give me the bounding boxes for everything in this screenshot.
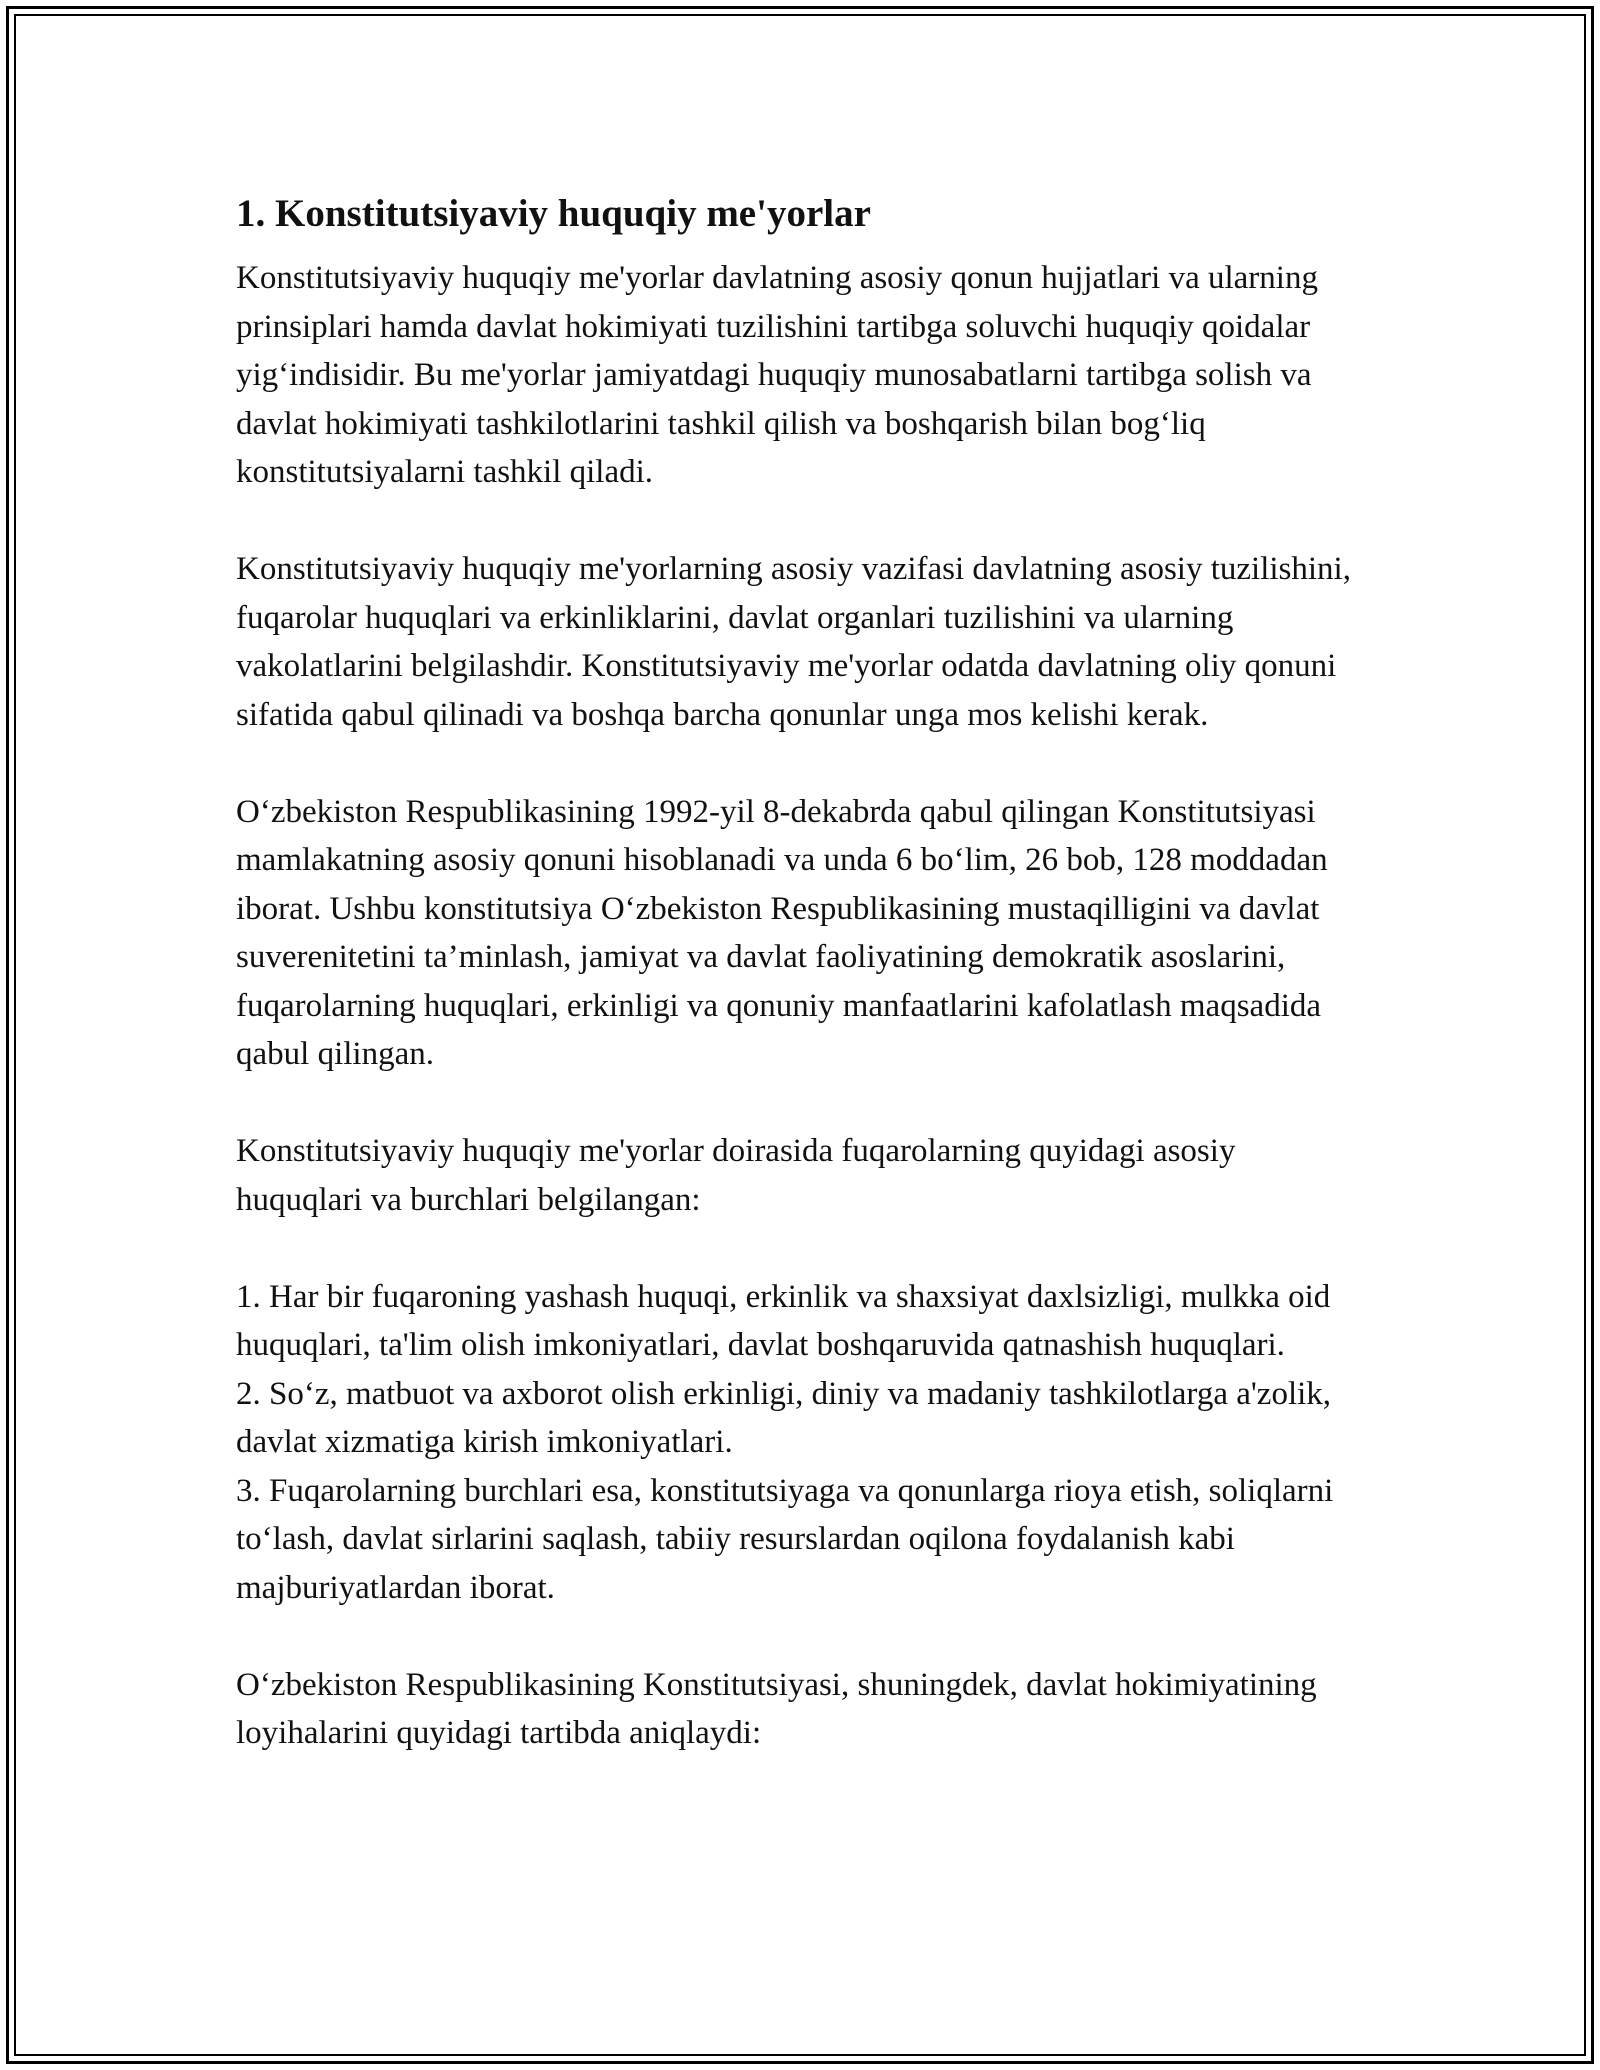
paragraph-closing: O‘zbekiston Respublikasining Konstitutsiyasi, shuningdek, davlat hokimiyatining loyihalarini quyidagi tartibda aniqlaydi: (236, 1666, 1317, 1751)
document-body (236, 186, 1366, 1806)
list-item-freedoms: 2. So‘z, matbuot va axborot olish erkinligi, diniy va madaniy tashkilotlarga a'zolik, davlat xizmatiga kirish imkoniyatlari. (236, 1375, 1332, 1460)
paragraph-rights-intro: Konstitutsiyaviy huquqiy me'yorlar doirasida fuqarolarning quyidagi asosiy huquqlari va burchlari belgilangan: (236, 1133, 1236, 1218)
paragraph-uzbekistan-constitution: O‘zbekiston Respublikasining 1992-yil 8-dekabrda qabul qilingan Konstitutsiyasi mamlakatning asosiy qonuni hisoblanadi va unda 6 bo‘lim, 26 bob, 128 moddadan iborat. Ushbu konstitutsiya O‘zbekiston Respublikasining mustaqilligini va davlat suverenitetini ta’minlash, jamiyat va davlat faoliyatining demokratik asoslarini, fuqarolarning huquqlari, erkinligi va qonuniy manfaatlarini kafolatlash maqsadida qabul qilingan. (236, 793, 1328, 1072)
paragraph-definition: Konstitutsiyaviy huquqiy me'yorlar davlatning asosiy qonun hujjatlari va ularning prinsiplari hamda davlat hokimiyati tuzilishini tartibga soluvchi huquqiy qoidalar yig‘indisidir. Bu me'yorlar jamiyatdagi huquqiy munosabatlarni tartibga solish va davlat hokimiyati tashkilotlarini tashkil qilish va boshqarish bilan bog‘liq konstitutsiyalarni tashkil qiladi. (236, 260, 1318, 490)
list-item-duties: 3. Fuqarolarning burchlari esa, konstitutsiyaga va qonunlarga rioya etish, soliqlarni to‘lash, davlat sirlarini saqlash, tabiiy resurslardan oqilona foydalanish kabi majburiyatlardan iborat. (236, 1472, 1334, 1606)
list-item-rights: 1. Har bir fuqaroning yashash huquqi, erkinlik va shaxsiyat daxlsizligi, mulkka oid huquqlari, ta'lim olish imkoniyatlari, davlat boshqaruvida qatnashish huquqlari. (236, 1278, 1331, 1363)
section-heading: 1. Konstitutsiyaviy huquqiy me'yorlar (236, 192, 871, 235)
paragraph-main-task: Konstitutsiyaviy huquqiy me'yorlarning asosiy vazifasi davlatning asosiy tuzilishini, fuqarolar huquqlari va erkinliklarini, davlat organlari tuzilishini va ularning vakolatlarini belgilashdir. Konstitutsiyaviy me'yorlar odatda davlatning oliy qonuni sifatida qabul qilinadi va boshqa barcha qonunlar unga mos kelishi kerak. (236, 551, 1351, 733)
